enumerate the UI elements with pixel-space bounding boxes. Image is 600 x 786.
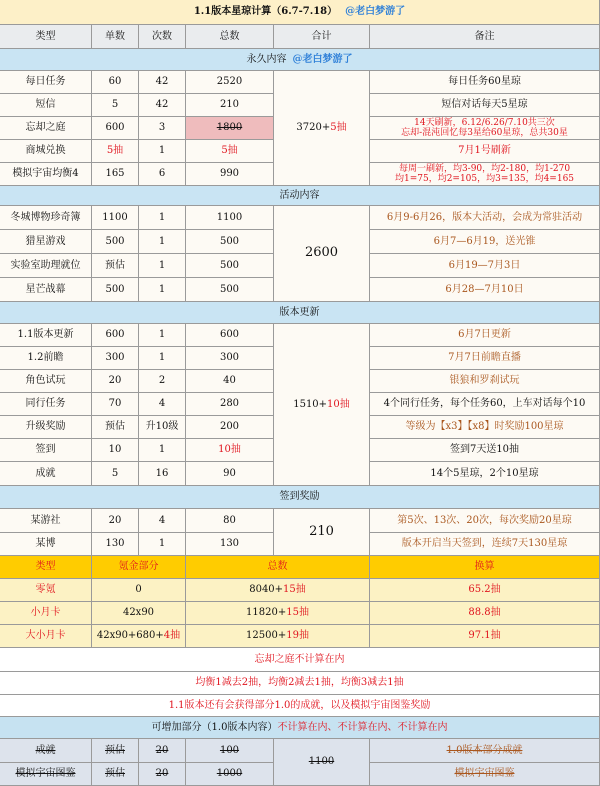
row-type: 升级奖励 (0, 416, 92, 439)
col-header-sum: 合计 (274, 25, 370, 49)
spend-type: 零氪 (0, 579, 92, 602)
row-count: 升10级 (139, 416, 186, 439)
row-unit: 预估 (92, 416, 139, 439)
extra-total: 1000 (186, 763, 274, 786)
row-total: 300 (186, 347, 274, 370)
spend-amount (92, 625, 186, 648)
row-note-line1: 每周一刷新，均3-90，均2-180，均1-270 (398, 163, 571, 174)
extra-type: 模拟宇宙图鉴 (0, 763, 92, 786)
row-unit: 500 (92, 278, 139, 302)
row-unit: 70 (92, 393, 139, 416)
spend-convert: 97.1抽 (370, 625, 600, 648)
row-count: 2 (139, 370, 186, 393)
section-permanent (0, 49, 600, 71)
watermark-text: @老白梦游了 (345, 6, 406, 18)
row-total: 90 (186, 462, 274, 486)
row-unit: 600 (92, 324, 139, 347)
row-note: 6月7日更新 (370, 324, 600, 347)
row-note: 签到7天送10抽 (370, 439, 600, 462)
row-type: 商城兑换 (0, 140, 92, 163)
extra-unit: 预估 (92, 763, 139, 786)
section-extra-warning: 不计算在内、不计算在内、不计算在内 (277, 721, 448, 733)
row-unit: 5抽 (92, 140, 139, 163)
row-note: 14个5星琼，2个10星琼 (370, 462, 600, 486)
row-unit: 165 (92, 163, 139, 186)
row-note: 6月7—6月19，送光锥 (370, 230, 600, 254)
row-total: 1100 (186, 206, 274, 230)
spend-header-type: 类型 (0, 556, 92, 579)
row-type: 成就 (0, 462, 92, 486)
sheet-title-text: 1.1版本星琼计算（6.7-7.18） (193, 6, 338, 18)
extra-note: 模拟宇宙图鉴 (370, 763, 600, 786)
spend-amount (92, 602, 186, 625)
row-note: 等级为【x3】【x8】时奖励100星琼 (370, 416, 600, 439)
row-note-line2: 忘却-混沌回忆每3星给60星琼，总共30星 (401, 128, 568, 138)
row-unit: 1100 (92, 206, 139, 230)
spend-convert: 65.2抽 (370, 579, 600, 602)
extra-type: 成就 (0, 739, 92, 763)
spend-header-spend: 氪金部分 (92, 556, 186, 579)
activity-sum: 2600 (274, 206, 370, 302)
row-count: 4 (139, 393, 186, 416)
row-total: 600 (186, 324, 274, 347)
version-sum-main: 1510+ (293, 398, 328, 410)
note-1: 忘却之庭不计算在内 (0, 648, 600, 672)
row-type: 短信 (0, 94, 92, 117)
row-total: 280 (186, 393, 274, 416)
row-count: 1 (139, 206, 186, 230)
spend-total (186, 625, 370, 648)
row-unit: 10 (92, 439, 139, 462)
row-total: 80 (186, 509, 274, 533)
spend-type: 小月卡 (0, 602, 92, 625)
row-count: 1 (139, 439, 186, 462)
version-sum (274, 324, 370, 486)
row-total: 2520 (186, 71, 274, 94)
row-type: 模拟宇宙均衡4 (0, 163, 92, 186)
row-type: 某博 (0, 533, 92, 556)
col-header-type: 类型 (0, 25, 92, 49)
row-count: 4 (139, 509, 186, 533)
spend-total (186, 602, 370, 625)
row-note-line1: 14天刷新，6.12/6.26/7.10共三次 (414, 117, 555, 128)
row-unit: 300 (92, 347, 139, 370)
row-unit: 5 (92, 462, 139, 486)
row-unit: 预估 (92, 254, 139, 278)
row-type: 星芒战幕 (0, 278, 92, 302)
row-total: 210 (186, 94, 274, 117)
row-count: 42 (139, 71, 186, 94)
row-unit: 130 (92, 533, 139, 556)
row-note: 6月19—7月3日 (370, 254, 600, 278)
spend-amount (92, 579, 186, 602)
row-total: 200 (186, 416, 274, 439)
row-unit: 60 (92, 71, 139, 94)
extra-unit: 预估 (92, 739, 139, 763)
spend-total-extra: 19抽 (286, 630, 309, 642)
row-note (370, 163, 600, 186)
row-note: 每日任务60星琼 (370, 71, 600, 94)
row-note: 版本开启当天签到，连续7天130星琼 (370, 533, 600, 556)
row-unit: 500 (92, 230, 139, 254)
spend-amount-main: 42x90 (122, 607, 155, 619)
row-type: 实验室助理就位 (0, 254, 92, 278)
row-total: 40 (186, 370, 274, 393)
spend-amount-main: 0 (135, 584, 142, 596)
row-unit: 20 (92, 370, 139, 393)
row-count: 42 (139, 94, 186, 117)
extra-note: 1.0版本部分成就 (370, 739, 600, 763)
row-note: 第5次、13次、20次，每次奖励20星琼 (370, 509, 600, 533)
spend-amount-extra: 4抽 (163, 630, 181, 642)
row-type: 冬城博物珍奇簿 (0, 206, 92, 230)
row-count: 1 (139, 324, 186, 347)
row-total: 1800 (186, 117, 274, 140)
row-note: 6月9-6月26，版本大活动，会成为常驻活动 (370, 206, 600, 230)
row-count: 1 (139, 140, 186, 163)
sheet-title (0, 0, 600, 25)
note-2: 均衡1减去2抽，均衡2减去1抽，均衡3减去1抽 (0, 672, 600, 695)
extra-count: 20 (139, 739, 186, 763)
col-header-unit: 单数 (92, 25, 139, 49)
row-note: 7月7日前瞻直播 (370, 347, 600, 370)
section-watermark: @老白梦游了 (292, 53, 353, 65)
row-count: 1 (139, 533, 186, 556)
col-header-count: 次数 (139, 25, 186, 49)
spend-amount-main: 42x90+680+ (96, 630, 164, 642)
permanent-sum (274, 71, 370, 186)
row-total: 500 (186, 254, 274, 278)
section-activity: 活动内容 (0, 186, 600, 206)
col-header-total: 总数 (186, 25, 274, 49)
section-extra-title: 可增加部分（1.0版本内容） (151, 721, 278, 733)
row-type: 1.2前瞻 (0, 347, 92, 370)
spend-total-extra: 15抽 (283, 584, 306, 596)
version-sum-extra: 10抽 (327, 398, 350, 410)
section-extra (0, 717, 600, 739)
row-type: 每日任务 (0, 71, 92, 94)
spend-header-total: 总数 (186, 556, 370, 579)
row-total: 990 (186, 163, 274, 186)
spend-type: 大小月卡 (0, 625, 92, 648)
row-count: 1 (139, 254, 186, 278)
row-note: 6月28—7月10日 (370, 278, 600, 302)
row-note (370, 117, 600, 140)
row-count: 16 (139, 462, 186, 486)
row-type: 猎星游戏 (0, 230, 92, 254)
row-type: 1.1版本更新 (0, 324, 92, 347)
row-total: 500 (186, 278, 274, 302)
row-count: 1 (139, 278, 186, 302)
row-type: 签到 (0, 439, 92, 462)
row-total: 500 (186, 230, 274, 254)
section-signin: 签到奖励 (0, 486, 600, 509)
row-total: 10抽 (186, 439, 274, 462)
extra-count: 20 (139, 763, 186, 786)
note-3: 1.1版本还有会获得部分1.0的成就，以及模拟宇宙图鉴奖励 (0, 695, 600, 717)
row-unit: 20 (92, 509, 139, 533)
spend-total-main: 8040+ (249, 584, 284, 596)
row-note: 4个同行任务，每个任务60，上车对话每个10 (370, 393, 600, 416)
row-note: 7月1号刷新 (370, 140, 600, 163)
row-type: 忘却之庭 (0, 117, 92, 140)
row-total: 130 (186, 533, 274, 556)
spend-convert: 88.8抽 (370, 602, 600, 625)
spend-total-extra: 15抽 (286, 607, 309, 619)
row-count: 6 (139, 163, 186, 186)
row-type: 某游社 (0, 509, 92, 533)
permanent-sum-extra: 5抽 (330, 122, 347, 134)
extra-sum: 1100 (274, 739, 370, 786)
row-note: 银狼和罗刹试玩 (370, 370, 600, 393)
row-type: 同行任务 (0, 393, 92, 416)
permanent-sum-main: 3720+ (296, 122, 331, 134)
spend-total (186, 579, 370, 602)
row-total: 5抽 (186, 140, 274, 163)
extra-total: 100 (186, 739, 274, 763)
row-unit: 600 (92, 117, 139, 140)
row-note-line2: 均1=75，均2=105，均3=135，均4=165 (394, 174, 575, 184)
section-version: 版本更新 (0, 302, 600, 324)
col-header-note: 备注 (370, 25, 600, 49)
signin-sum: 210 (274, 509, 370, 556)
row-count: 1 (139, 230, 186, 254)
row-note: 短信对话每天5星琼 (370, 94, 600, 117)
row-count: 1 (139, 347, 186, 370)
row-type: 角色试玩 (0, 370, 92, 393)
spend-header-convert: 换算 (370, 556, 600, 579)
row-unit: 5 (92, 94, 139, 117)
spend-total-main: 11820+ (246, 607, 287, 619)
spend-total-main: 12500+ (246, 630, 287, 642)
section-permanent-title: 永久内容 (246, 53, 287, 65)
row-count: 3 (139, 117, 186, 140)
